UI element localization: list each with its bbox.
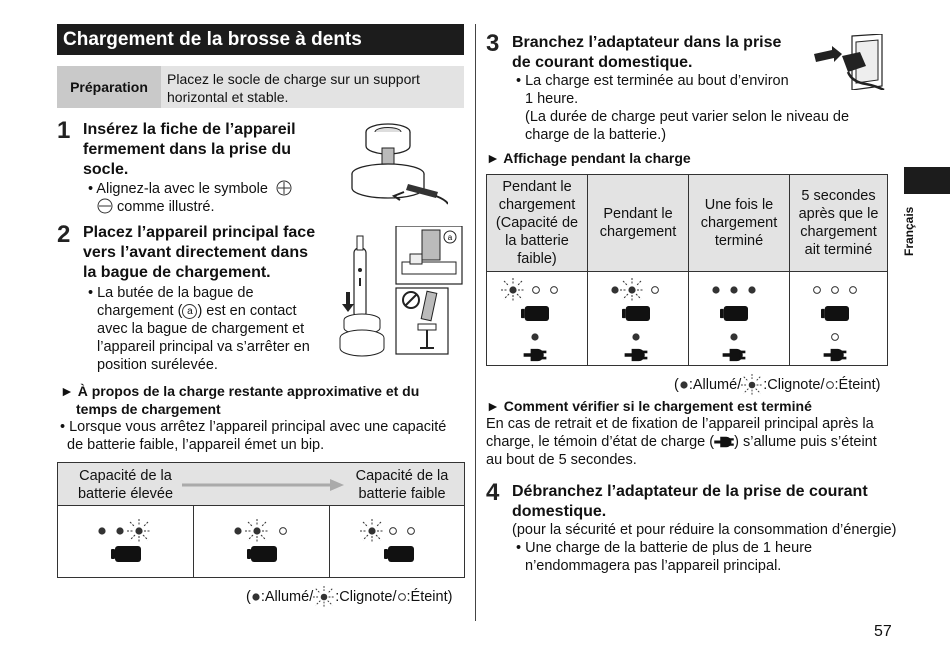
page-number: 57	[874, 623, 892, 640]
section-heading-line: ► À propos de la charge restante approximative et du	[60, 383, 420, 399]
lit-dot-icon	[251, 592, 261, 602]
step-title-line: Débranchez l’adaptateur de la prise de courant	[512, 483, 868, 500]
indicator-charging-low	[501, 278, 571, 362]
capacity-low-label: batterie faible	[358, 486, 446, 502]
bullet-text: • La butée de la bague de	[88, 285, 254, 301]
indicator-mid	[232, 518, 292, 568]
bullet-text: 1 heure.	[525, 91, 579, 107]
header-line: Une fois le	[704, 197, 774, 213]
header-line: (Capacité de	[495, 215, 579, 231]
bullet-text: • Alignez-la avec le symbole	[88, 181, 268, 197]
step-number: 4	[486, 479, 500, 506]
capacity-high-label: batterie élevée	[77, 486, 174, 502]
bullet-text: n’endommagera pas l’appareil principal.	[525, 558, 782, 574]
header-line: après que le	[798, 206, 879, 222]
capacity-cell-high	[58, 506, 194, 578]
section-text	[486, 415, 877, 469]
step-title-line: Branchez l’adaptateur dans la prise	[512, 34, 782, 51]
align-plus-icon	[276, 180, 292, 196]
indicator-complete	[709, 278, 779, 362]
section-heading: ► Affichage pendant la charge	[486, 150, 691, 166]
header-line: la batterie	[505, 233, 569, 249]
step-title	[83, 223, 315, 283]
legend-text: :Éteint)	[834, 377, 881, 393]
legend-text: :Éteint)	[406, 589, 453, 605]
legend-text: :Clignote/	[335, 589, 397, 605]
circled-a-icon: a	[182, 304, 197, 319]
header-line: Pendant le	[603, 206, 673, 222]
section-heading: ► Comment vérifier si le chargement est terminé	[486, 398, 812, 414]
step-title-line: domestique.	[512, 503, 607, 520]
step-title-line: fermement dans la prise du	[83, 141, 292, 158]
step-title-line: de courant domestique.	[512, 54, 693, 71]
bullet-text: chargement (	[97, 303, 183, 319]
step-title-line: socle.	[83, 161, 129, 178]
legend-text: :Allumé/	[688, 377, 742, 393]
preparation-text-line: Placez le socle de charge sur un support	[167, 71, 420, 87]
section-heading-line: temps de chargement	[76, 401, 221, 417]
step-title-line: la bague de chargement.	[83, 264, 271, 281]
step-title	[83, 120, 296, 180]
wall-socket-illustration	[812, 34, 886, 90]
step-title-line: Placez l’appareil principal face	[83, 224, 316, 241]
step-bullet	[88, 284, 310, 374]
legend-text: :Allumé/	[260, 589, 314, 605]
step-number: 2	[57, 221, 71, 248]
legend	[674, 374, 880, 396]
off-dot-icon	[397, 592, 407, 602]
charge-col-after	[790, 175, 887, 365]
plug-icon	[714, 436, 734, 448]
section-text-line: En cas de retrait et de fixation de l’appareil principal après la	[486, 416, 874, 432]
step-title-line: Insérez la fiche de l’appareil	[83, 121, 296, 138]
header-line: faible)	[517, 251, 557, 267]
bullet-text: avec la bague de chargement et	[97, 321, 305, 337]
legend-text: (	[674, 377, 679, 393]
section-text-line: • Lorsque vous arrêtez l’appareil principal avec une capacité	[60, 419, 447, 435]
language-tab-marker	[904, 167, 950, 194]
indicator-after	[810, 278, 880, 362]
preparation-text	[161, 66, 426, 108]
arrow-right-icon	[182, 479, 344, 491]
charge-indicator-cell	[790, 272, 887, 365]
section-text	[60, 418, 446, 454]
step-bullet	[88, 180, 292, 216]
step-title-line: vers l’avant directement dans	[83, 244, 308, 261]
step-bullet	[516, 72, 849, 144]
column-divider	[475, 24, 476, 621]
svg-text:a: a	[447, 233, 453, 242]
header-line: 5 secondes	[801, 188, 876, 204]
capacity-table	[57, 462, 465, 578]
placement-illustration	[336, 226, 464, 358]
header-line: chargement	[599, 224, 677, 240]
bullet-text: • Une charge de la batterie de plus de 1 heure	[516, 540, 813, 556]
bullet-text: position surélevée.	[97, 357, 218, 373]
blink-dot-icon	[313, 586, 335, 608]
preparation-text-line: horizontal et stable.	[167, 89, 289, 105]
indicator-high	[96, 518, 156, 568]
step-title	[512, 482, 868, 522]
section-heading	[60, 382, 419, 418]
charge-col-charging	[588, 175, 689, 365]
indicator-low	[360, 518, 430, 568]
lit-dot-icon	[679, 380, 689, 390]
preparation-box	[57, 66, 464, 108]
step-bullet	[512, 521, 896, 575]
capacity-low-label: Capacité de la	[355, 468, 449, 484]
align-minus-icon	[97, 198, 113, 214]
section-text-line: ) s’allume puis s’éteint	[734, 434, 877, 450]
charge-col-header	[588, 175, 688, 272]
header-line: chargement	[800, 224, 877, 240]
preparation-label: Préparation	[57, 66, 161, 108]
bullet-text: (La durée de charge peut varier selon le niveau de	[525, 109, 850, 125]
charge-col-low	[487, 175, 588, 365]
off-dot-icon	[825, 380, 835, 390]
step-title	[512, 33, 781, 73]
capacity-cell-mid	[194, 506, 330, 578]
section-text-line: de batterie faible, l’appareil émet un bip.	[67, 437, 325, 453]
charge-display-table	[486, 174, 888, 366]
language-tab	[890, 200, 932, 260]
charge-indicator-cell	[689, 272, 789, 365]
charge-indicator-cell	[588, 272, 688, 365]
capacity-table-header	[58, 463, 464, 506]
page-title: Chargement de la brosse à dents	[57, 24, 464, 55]
bullet-text: • La charge est terminée au bout d’environ	[516, 73, 789, 89]
legend	[246, 586, 452, 608]
bullet-text: ) est en contact	[197, 303, 297, 319]
charging-stand-illustration	[348, 118, 448, 208]
legend-text: (	[246, 589, 251, 605]
header-line: ait terminé	[804, 242, 873, 258]
step-number: 1	[57, 117, 71, 144]
charge-indicator-cell	[487, 272, 587, 365]
charge-col-header	[790, 175, 887, 272]
legend-text: :Clignote/	[763, 377, 825, 393]
language-label: Français	[902, 206, 916, 256]
bullet-text: charge de la batterie.)	[525, 127, 667, 143]
section-text-line: charge, le témoin d’état de charge (	[486, 434, 715, 450]
bullet-text: (pour la sécurité et pour réduire la consommation d’énergie)	[512, 522, 897, 538]
bullet-text: comme illustré.	[117, 199, 215, 215]
header-line: Pendant le	[502, 179, 572, 195]
charge-col-header	[689, 175, 789, 272]
charge-col-header	[487, 175, 587, 272]
step-number: 3	[486, 30, 500, 57]
capacity-high-label: Capacité de la	[79, 468, 172, 484]
header-line: chargement	[700, 215, 778, 231]
capacity-cell-low	[330, 506, 464, 578]
header-line: chargement	[498, 197, 576, 213]
indicator-charging	[606, 278, 676, 362]
blink-dot-icon	[741, 374, 763, 396]
section-text-line: au bout de 5 secondes.	[486, 452, 637, 468]
charge-col-complete	[689, 175, 790, 365]
bullet-text: l’appareil principal va s’arrêter en	[97, 339, 310, 355]
header-line: terminé	[714, 233, 764, 249]
